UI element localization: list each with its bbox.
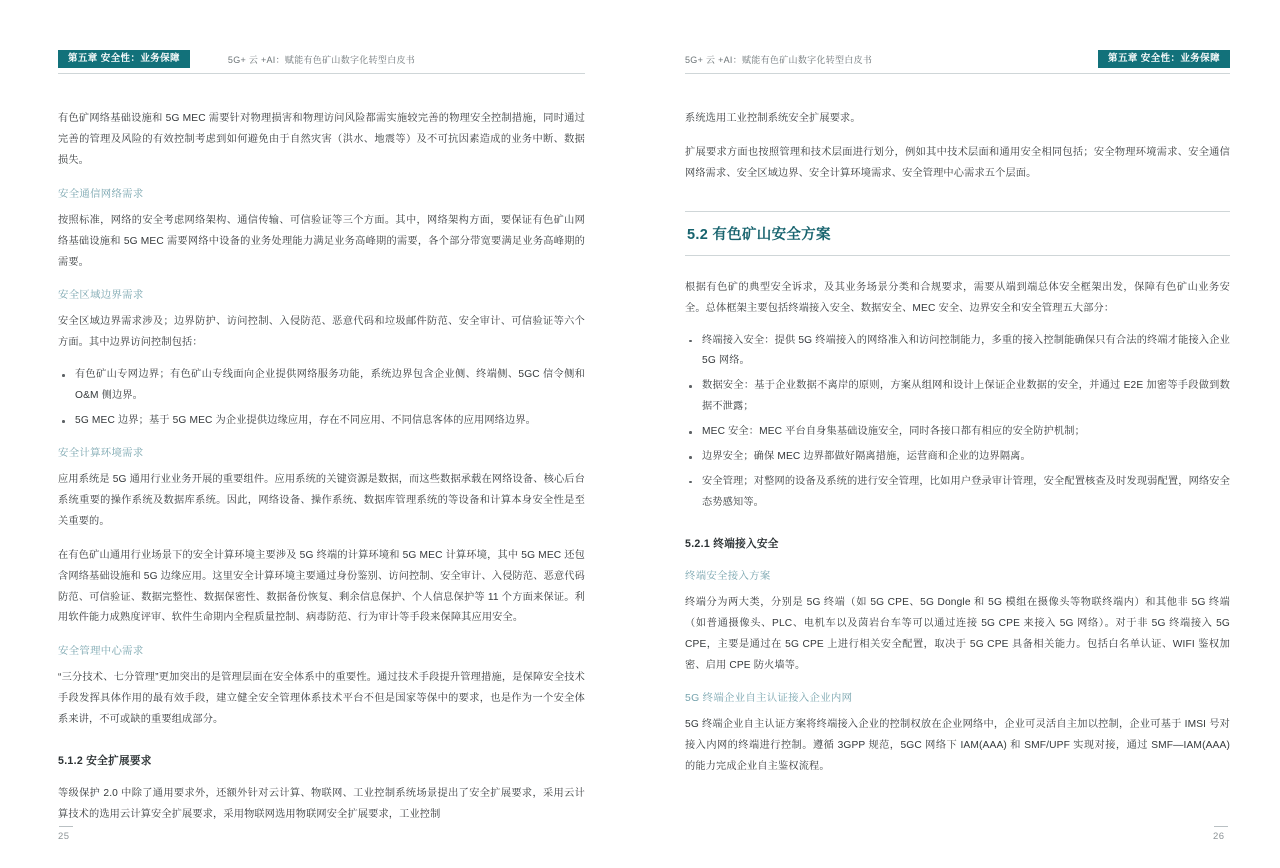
paragraph: 有色矿网络基础设施和 5G MEC 需要针对物理损害和物理访问风险都需实施较完善的物理安全控制措施，同时通过完善的管理及风险的有效控制考虑到如何避免由于自然灾害（洪水、地震等）及不可抗因素造成的业务中断、数据损失。 [58, 113, 585, 166]
bullet-list-security-framework [685, 331, 1230, 514]
folio-rule [59, 826, 73, 827]
page-left-body [58, 109, 585, 826]
paragraph: “三分技术、七分管理”更加突出的是管理层面在安全体系中的重要性。通过技术手段提升管理措施，是保障安全技术手段发挥具体作用的最有效手段，建立健全安全管理体系技术平台不但是国家等保中的要求，也是作为一个安全体系来讲，不可或缺的重要组成部分。 [58, 672, 585, 726]
page-number-left [58, 826, 73, 842]
list-item: 终端接入安全：提供 5G 终端接入的网络准入和访问控制能力，多重的接入控制能确保只有合法的终端才能接入企业 5G 网络。 [685, 331, 1230, 373]
subheading-secure-zone-boundary: 安全区域边界需求 [58, 290, 144, 302]
paragraph: 在有色矿山通用行业场景下的安全计算环境主要涉及 5G 终端的计算环境和 5G MEC 计算环境，其中 5G MEC 还包含网络基础设施和 5G 边缘应用。这里安全计算环境主要通过身份鉴别、访问控制、安全审计、入侵防范、恶意代码防范、可信验证、数据完整性、数据保密性、数据备份恢复、剩余信息保护、个人信息保护等 11 个方面来保证。利用软件能力成熟度评审、软件生命期内全程质量控制、病毒防范、行为审计等手段来保障其应用安全。 [58, 549, 585, 624]
chapter-badge: 第五章 安全性：业务保障 [58, 50, 190, 69]
running-header-left [58, 45, 585, 73]
subheading-security-mgmt-center: 安全管理中心需求 [58, 646, 144, 658]
paragraph: 终端分为两大类，分别是 5G 终端（如 5G CPE、5G Dongle 和 5G 模组在摄像头等物联终端内）和其他非 5G 终端（如普通摄像头、PLC、电机车以及茵岩台车等可以通过连接 5G CPE 来接入 5G 网络）。对于非 5G 终端接入 5G CPE，主要是通过在 5G CPE 上进行相关安全配置，取决于 5G CPE 具备相关能力。包括白名单认证、WIFI 鉴权加密、启用 CPE 防火墙等。 [685, 596, 1230, 671]
section-heading-wrap [685, 211, 1230, 256]
subheading-secure-comm-network: 安全通信网络需求 [58, 188, 144, 200]
paragraph: 扩展要求方面也按照管理和技术层面进行划分，例如其中技术层面和通用安全相同包括；安全物理环境需求、安全通信网络需求、安全区域边界、安全计算环境需求、安全管理中心需求五个层面。 [685, 146, 1230, 179]
list-item: 有色矿山专网边界；有色矿山专线面向企业提供网络服务功能，系统边界包含企业侧、终端侧、5GC 信令侧和 O&M 侧边界。 [58, 365, 585, 407]
list-item: 5G MEC 边界；基于 5G MEC 为企业提供边缘应用，存在不同应用、不同信息客体的应用网络边界。 [58, 411, 585, 432]
header-rule [58, 73, 585, 74]
folio-number: 26 [1213, 831, 1225, 842]
page-right-body [685, 109, 1230, 778]
paragraph: 应用系统是 5G 通用行业业务开展的重要组件。应用系统的关键资源是数据，而这些数据承载在网络设备、核心后台系统重要的操作系统及数据库系统。因此，网络设备、操作系统、数据库管理系统的等设备和计算本身安全性是至关重要的。 [58, 473, 585, 527]
chapter-badge: 第五章 安全性：业务保障 [1098, 50, 1230, 69]
list-item: 安全管理；对整网的设备及系统的进行安全管理，比如用户登录审计管理，安全配置核查及时发现弱配置，网络安全态势感知等。 [685, 472, 1230, 514]
subheading-terminal-secure-access-plan: 终端安全接入方案 [685, 570, 771, 582]
heading-5-2: 5.2 有色矿山安全方案 [685, 211, 1230, 256]
paragraph: 系统选用工业控制系统安全扩展要求。 [685, 113, 861, 124]
paragraph: 按照标准，网络的安全考虑网络架构、通信传输、可信验证等三个方面。其中，网络架构方面，要保证有色矿山网络基础设施和 5G MEC 需要网络中设备的业务处理能力满足业务高峰期的需要，各个部分带宽要满足业务高峰期的需要。 [58, 214, 585, 268]
page-number-right [1213, 826, 1228, 842]
heading-5-1-2: 5.1.2 安全扩展要求 [58, 755, 152, 768]
list-item: 数据安全：基于企业数据不离岸的原则，方案从组网和设计上保证企业数据的安全，并通过 E2E 加密等手段做到数据不泄露； [685, 376, 1230, 418]
paragraph: 5G 终端企业自主认证方案将终端接入企业的控制权放在企业网络中，企业可灵活自主加以控制，企业可基于 IMSI 号对接入内网的终端进行控制。遵循 3GPP 规范，5GC 网络下 IAM(AAA) 和 SMF/UPF 实现对接，通过 SMF—IAM(AAA) 的能力完成企业自主鉴权流程。 [685, 719, 1230, 773]
running-title: 5G+ 云 +AI：赋能有色矿山数字化转型白皮书 [227, 54, 416, 65]
bullet-list-boundary-access-control [58, 365, 585, 432]
list-item: 边界安全；确保 MEC 边界都做好隔离措施，运营商和企业的边界隔离。 [685, 447, 1230, 468]
page-right [640, 0, 1280, 868]
header-rule [685, 73, 1230, 74]
running-title: 5G+ 云 +AI：赋能有色矿山数字化转型白皮书 [685, 54, 873, 65]
paragraph: 根据有色矿的典型安全诉求，及其业务场景分类和合规要求，需要从端到端总体安全框架出发，保障有色矿山业务安全。总体框架主要包括终端接入安全、数据安全、MEC 安全、边界安全和安全管理五大部分： [685, 281, 1230, 314]
subheading-5g-terminal-self-auth: 5G 终端企业自主认证接入企业内网 [685, 693, 853, 705]
paragraph: 等级保护 2.0 中除了通用要求外，还额外针对云计算、物联网、工业控制系统场景提出了安全扩展要求，采用云计算技术的选用云计算安全扩展要求，采用物联网选用物联网安全扩展要求，工业控制 [58, 788, 585, 820]
folio-number: 25 [58, 831, 70, 842]
heading-5-2-1: 5.2.1 终端接入安全 [685, 537, 779, 550]
subheading-secure-compute-env: 安全计算环境需求 [58, 447, 144, 459]
folio-rule [1214, 826, 1228, 827]
running-header-right [685, 45, 1230, 73]
list-item: MEC 安全：MEC 平台自身集基础设施安全，同时各接口都有相应的安全防护机制； [685, 422, 1230, 443]
paragraph: 安全区域边界需求涉及；边界防护、访问控制、入侵防范、恶意代码和垃圾邮件防范、安全审计、可信验证等六个方面。其中边界访问控制包括： [58, 316, 585, 349]
